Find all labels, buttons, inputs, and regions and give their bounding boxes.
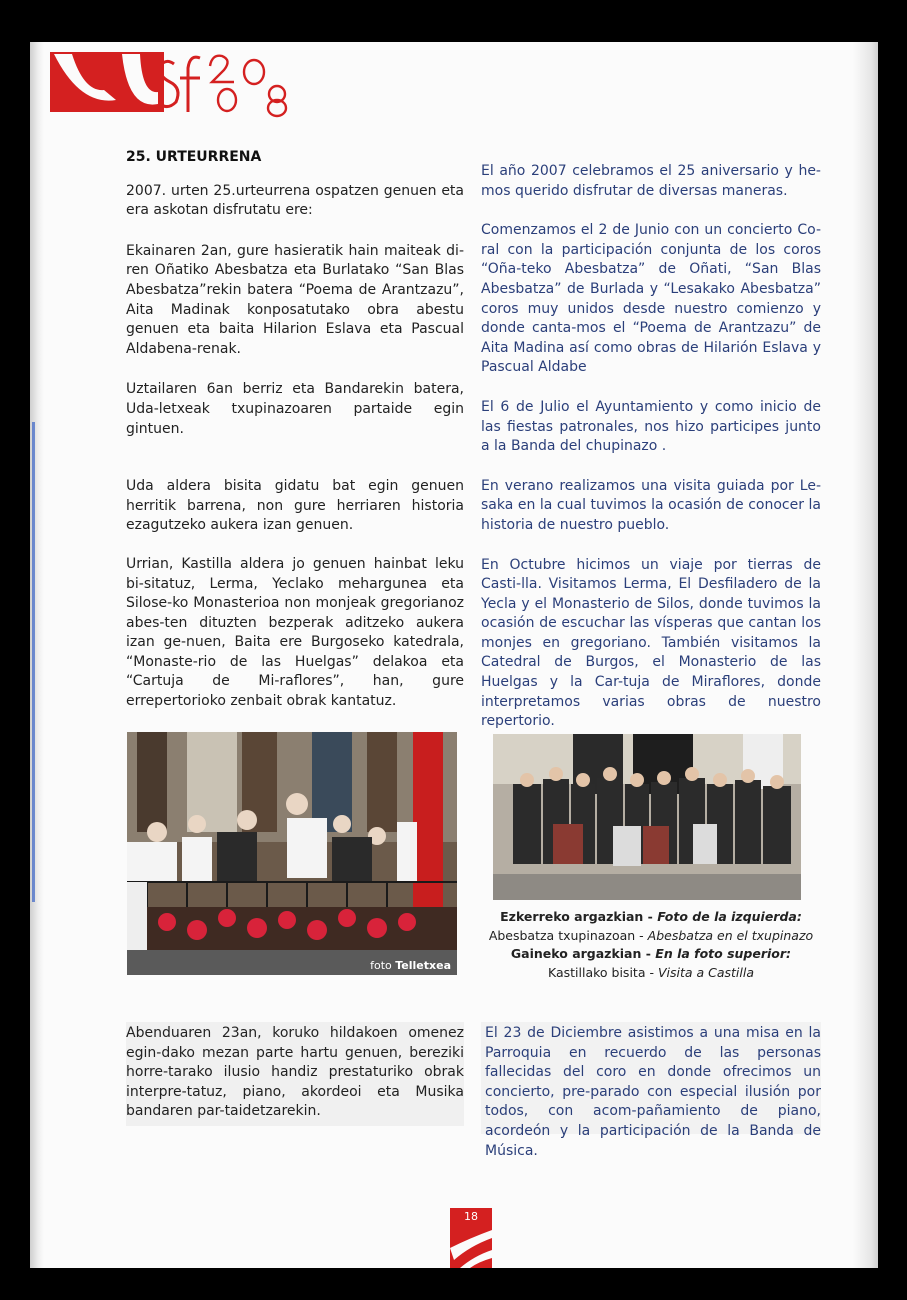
left-paragraph-2: Ekainaren 2an, gure hasieratik hain maiteak di-ren Oñatiko Abesbatza eta Burlatako “San Blas Abesbatza”rekin batera “Poema de Arantzazu”, Aita Madinak konposatutako obra abestu genuen eta baita Hilarion Eslava eta Pascual Aldabena-renak.	[126, 242, 464, 357]
right-paragraph-3: El 6 de Julio el Ayuntamiento y como inicio de las fiestas patronales, nos hizo participes junto a la Banda del chupinazo .	[481, 398, 821, 455]
credit-prefix: foto	[370, 959, 396, 972]
left-paragraph-3: Uztailaren 6an berriz eta Bandarekin batera, Uda-letxeak txupinazoaren partaide egin gintuen.	[126, 381, 464, 437]
basque-text-column	[126, 148, 464, 712]
spanish-text-column	[481, 162, 821, 732]
caption-line-2	[481, 927, 821, 946]
bottom-basque-column	[126, 1024, 464, 1122]
caption-line-1-bold: Ezkerreko argazkian -	[500, 909, 658, 924]
group-illustration	[493, 734, 801, 900]
right-paragraph-1: El año 2007 celebramos el 25 aniversario y he-mos querido disfrutar de diversas maneras.	[481, 163, 821, 199]
section-heading: 25. URTEURRENA	[126, 149, 262, 165]
caption-line-3-italic: En la foto superior:	[655, 946, 792, 961]
left-paragraph-5: Urrian, Kastilla aldera jo genuen hainbat leku bi-sitatuz, Lerma, Yeclako mehargunea eta Silose-ko Monasterioa non monjeak gregorianoz abes-ten dituzten bezperak aditzeko aukera izan ge-nuen, Baita ere Burgoseko katedrala, “Monaste-rio de las Huelgas” delakoa eta “Cartuja de Mi-raflores”, han, gure errepertorioko zenbait obrak kantatuz.	[126, 555, 464, 710]
caption-line-4-plain: Kastillako bisita -	[547, 964, 658, 980]
caption-line-3	[481, 945, 821, 964]
caption-line-3-bold: Gaineko argazkian -	[510, 946, 656, 961]
left-paragraph-4: Uda aldera bisita gidatu bat egin genuen herritik barrena, non gure herriaren historia ezagutzeko aukera izan genuen.	[126, 478, 464, 534]
right-paragraph-4: En verano realizamos una visita guiada por Le-saka en la cual tuvimos la ocasión de conocer la historia de nuestro pueblo.	[481, 477, 821, 533]
credit-name: Telletxea	[395, 959, 451, 972]
page-number-tab	[450, 1208, 492, 1268]
binding-edge	[32, 422, 35, 902]
caption-line-2-italic: Abesbatza en el txupinazo	[647, 927, 814, 943]
txupinazo-photo	[127, 732, 457, 975]
caption-line-2-plain: Abesbatza txupinazoan -	[488, 927, 648, 943]
page-curl	[853, 42, 878, 1268]
bottom-spanish-column	[485, 1024, 821, 1161]
bottom-right-paragraph: El 23 de Diciembre asistimos a una misa en la Parroquia en recuerdo de las personas fallecidas del coro en donde ofrecimos un concierto, pre-parado con especial ilusión por todos, con acom-pañamiento de piano, acordeón y la participación de la Banda de Música.	[485, 1025, 821, 1159]
castilla-group-photo	[493, 734, 801, 900]
caption-line-4-italic: Visita a Castilla	[657, 964, 755, 980]
photo-caption	[481, 908, 821, 982]
balcony-illustration	[127, 732, 457, 975]
caption-line-4	[481, 964, 821, 983]
caption-line-1	[481, 908, 821, 927]
page-number: 18	[464, 1210, 478, 1223]
right-paragraph-2: Comenzamos el 2 de Junio con un concierto Co-ral con la participación conjunta de los coros “Oña-teko Abesbatza” de Oñati, “San Blas Abesbatza” de Burlada y “Lesakako Abesbatza” coros muy unidos desde nuestro comienzo y donde canta-mos el “Poema de Arantzazu” de Aita Madina así como obras de Hilarión Eslava y Pascual Aldabe	[481, 222, 821, 376]
photo-credit	[370, 959, 451, 972]
right-paragraph-5: En Octubre hicimos un viaje por tierras de Casti-lla. Visitamos Lerma, El Desfiladero de la Yecla y el Monasterio de Silos, donde tuvimos la ocasión de escuchar las vísperas que cantan los monjes en gregoriano. También visitamos la Catedral de Burgos, el Monasterio de las Huelgas y la Car-tuja de Miraflores, donde interpretamos varias obras de nuestro repertorio.	[481, 556, 821, 730]
left-paragraph-1: 2007. urten 25.urteurrena ospatzen genuen eta era askotan disfrutatu ere:	[126, 182, 464, 219]
bottom-left-paragraph: Abenduaren 23an, koruko hildakoen omenez egin-dako mezan parte hartu genuen, bereziki horre-tarako ilusio handiz prestaturiko obrak interpre-tatuz, piano, akordeoi eta Musika bandaren par-taidetzarekin.	[126, 1025, 464, 1120]
usf-2008-logo	[50, 48, 312, 118]
caption-line-1-italic: Foto de la izquierda:	[657, 909, 802, 924]
magazine-page	[30, 42, 878, 1268]
